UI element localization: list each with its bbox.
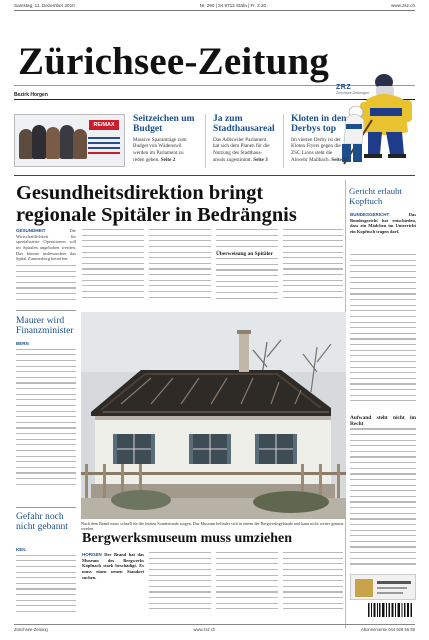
teaser-2[interactable]: [213, 114, 273, 163]
section-rule: [14, 175, 415, 176]
teaser-1[interactable]: [133, 114, 195, 163]
ad-person-1: [19, 129, 33, 159]
left-story2-lead-label: KEIL: [16, 547, 27, 552]
side-story-lead-text: Das Bundesgericht hat entschieden, dass ein Mädchen im Unterricht ein Kopftuch tragen darf.: [350, 212, 416, 234]
main-story-lead-text: Die Wirtschaftlichkeit für spezialisierte Operationen soll im Spitalen angehoben werden. Das könnte insbesondere das Spital Zimmerberg betreffen.: [16, 228, 76, 262]
text-lines: [82, 229, 144, 298]
text-lines: [350, 254, 416, 401]
left-rule: [16, 310, 76, 311]
text-lines: [16, 555, 76, 612]
teaser-headline: Ja zum Stadthausareal: [213, 113, 275, 135]
text-lines: [216, 552, 278, 609]
ad-text-line: [88, 152, 120, 154]
newspaper-title: Zürichsee-Zeitung: [18, 40, 330, 83]
teaser-headline: Seitzeichen um Budget: [133, 113, 195, 135]
text-lines: [16, 265, 76, 300]
ad-person-4: [60, 125, 74, 159]
teaser-text: Massive Sparanträge zum Budget von Wädenswil werden im Parlament zu reden geben. Seite 2: [133, 136, 187, 163]
main-story-column-4: [216, 229, 278, 307]
lower-story-column-3: [216, 552, 278, 618]
text-lines: [149, 229, 211, 298]
ad-person-5: [73, 129, 87, 159]
side-story-body: [350, 254, 416, 414]
ad-person-3: [46, 127, 60, 159]
footer-middle: www.zsz.ch: [193, 627, 216, 632]
photo-caption: Nach dem Brand muss schnell für die letzten Sonderfunde sorgen. Das Museum befindet sich in einem der Bergwerksgebäude und kann nicht weiter genutzt werden.: [81, 521, 344, 531]
dateline-issue: Nr. 290 | 34 8712 Stäfa | Fr. 2.20: [199, 3, 267, 8]
lower-headline[interactable]: Bergwerksmuseum muss umziehen: [82, 531, 292, 546]
teaser-divider: [205, 114, 206, 168]
dateline-date: Samstag, 11. Dezember 2010: [14, 3, 75, 8]
ad-brand-label: RE/MAX: [89, 120, 119, 130]
ad-person-2: [32, 125, 46, 159]
promo-box[interactable]: [350, 574, 416, 600]
left-story-body: [16, 341, 76, 496]
edition-label: Bezirk Horgen: [14, 92, 48, 98]
side-story-lead: [350, 212, 416, 252]
main-story-lead-label: GESUNDHEIT: [16, 228, 46, 233]
teaser-3[interactable]: [291, 114, 349, 163]
teaser-divider: [283, 114, 284, 168]
left-story-lead-label: BERN: [16, 341, 29, 346]
advertisement-remax[interactable]: [14, 114, 125, 167]
ad-text-line: [88, 137, 120, 139]
main-story-column-3: [149, 229, 211, 307]
lower-story-lead-text: Der Brand hat das Museum des Bergwerks Käpfnach stark beschädigt. Es muss einen neuen Standort suchen.: [82, 552, 144, 580]
text-lines: [16, 349, 76, 485]
left-story2-body: [16, 547, 76, 617]
lower-story-lead-label: HORGEN: [82, 552, 102, 557]
teaser-headline: Kloten in den Derbys top: [291, 113, 347, 135]
text-lines: [350, 428, 416, 564]
main-story-column-1: [16, 228, 76, 308]
promo-graphic: [351, 575, 417, 601]
barcode: [368, 603, 412, 617]
text-lines: [283, 229, 343, 298]
side-story-body-2: [350, 414, 416, 570]
text-lines: [216, 229, 278, 247]
teaser-text: Das Adliswiler Parlament hat sich dem Planen für die Nutzung des Stadthaus-areals zugestimmt. Seite 3: [213, 136, 270, 163]
text-lines: [149, 552, 211, 609]
ad-text-line: [88, 147, 120, 149]
text-lines: [216, 258, 278, 299]
publisher-logo-sub: Zürichsee-Zeitungen: [336, 91, 369, 95]
ad-text-line: [88, 142, 120, 144]
publisher-logo-text: ZRZ: [336, 84, 352, 91]
dateline-bar: [14, 3, 415, 11]
main-story-subhead: Überweisung an Spitäler: [216, 250, 273, 257]
main-story-column-2: [82, 229, 144, 307]
footer-right: Abonnemente 044 928 55 55: [360, 627, 415, 632]
main-story-column-5: [283, 229, 343, 307]
side-story-headline[interactable]: Gericht erlaubt Kopftuch: [349, 186, 403, 206]
dateline-url: www.zsz.ch: [391, 3, 415, 8]
lower-story-column-4: [283, 552, 343, 618]
side-story-lead-label: BUNDESGERICHT: [350, 212, 390, 217]
lower-story-column-2: [149, 552, 211, 618]
ad-people-photo: [19, 123, 87, 159]
left-story-headline[interactable]: Maurer wird Finanzminister: [16, 315, 74, 337]
footer-left: Zürichsee-Zeitung: [14, 627, 48, 632]
page-footer: [14, 624, 415, 634]
left-story2-headline[interactable]: Gefahr noch nicht gebannt: [16, 511, 68, 533]
lower-story-column-1: [82, 552, 144, 618]
hockey-players-photo: [338, 60, 418, 168]
text-lines: [283, 552, 343, 609]
left-rule: [16, 507, 76, 508]
side-story-subhead: Aufwand steht nicht im Recht: [350, 415, 416, 427]
burned-house-photo: [81, 312, 346, 519]
main-headline[interactable]: Gesundheitsdirektion bringt regionale Spitäler in Bedrängnis: [16, 182, 297, 226]
teaser-text: Im vierten Derby ist der Kloten Flyers gegen die ZSC Lions steht die Abwehr Mailbach. Seite 25: [291, 136, 349, 163]
